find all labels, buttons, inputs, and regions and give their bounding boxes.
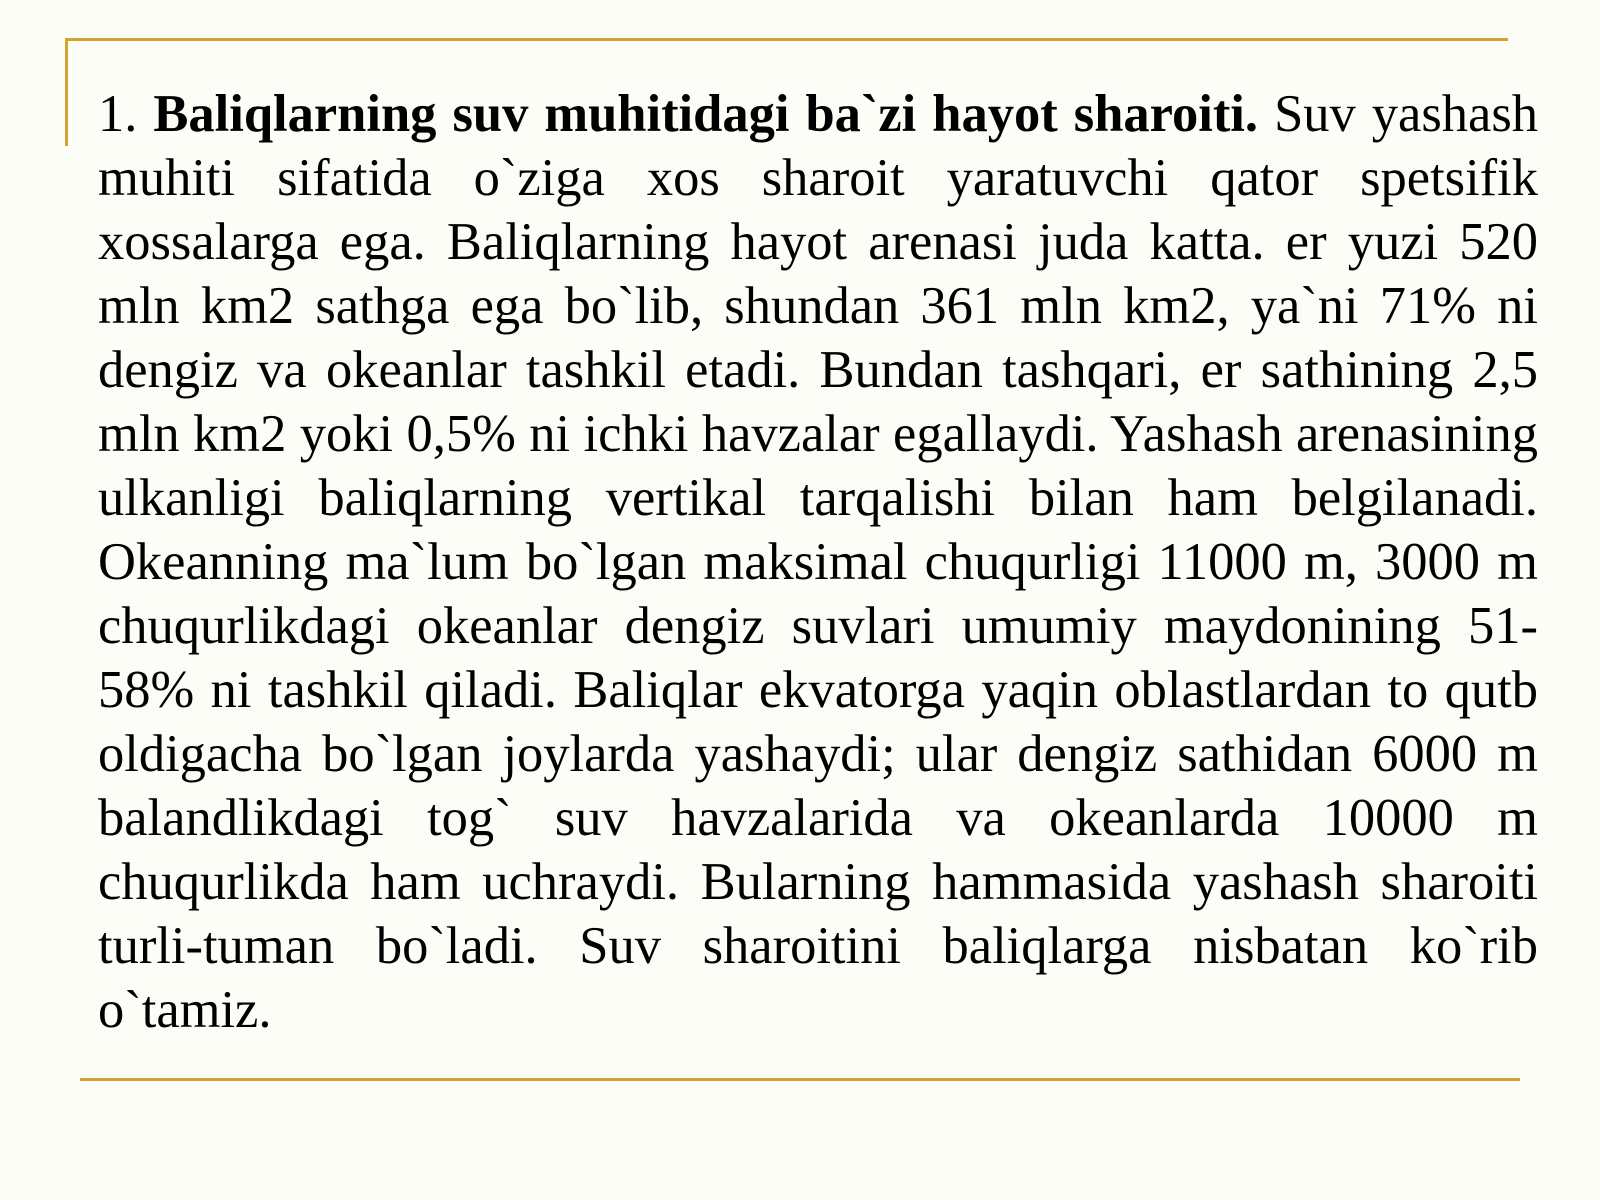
- body-paragraph: [98, 82, 1538, 1042]
- paragraph-number: 1.: [98, 85, 138, 143]
- paragraph-text: Suv yashash muhiti sifatida o`ziga xos sharoit yaratuvchi qator spetsifik xossalarga ega. Baliqlarning hayot arenasi juda katta. er yuzi 520 mln km2 sathga ega bo`lib, shundan 361 mln km2, ya`ni 71% ni dengiz va okeanlar tashkil etadi. Bundan tashqari, er sathining 2,5 mln km2 yoki 0,5% ni ichki havzalar egallaydi. Yashash arenasining ulkanligi baliqlarning vertikal tarqalishi bilan ham belgilanadi. Okeanning ma`lum bo`lgan maksimal chuqurligi 11000 m, 3000 m chuqurlikdagi okeanlar dengiz suvlari umumiy maydonining 51-58% ni tashkil qiladi. Baliqlar ekvatorga yaqin oblastlardan to qutb oldigacha bo`lgan joylarda yashaydi; ular dengiz sathidan 6000 m balandlikdagi tog` suv havzalarida va okeanlarda 10000 m chuqurlikda ham uchraydi. Bularning hammasida yashash sharoiti turli-tuman bo`ladi. Suv sharoitini baliqlarga nisbatan ko`rib o`tamiz.: [98, 85, 1539, 1039]
- bottom-divider: [80, 1078, 1520, 1081]
- top-divider: [66, 38, 1508, 41]
- left-accent-bar: [65, 38, 68, 146]
- paragraph-heading: Baliqlarning suv muhitidagi ba`zi hayot sharoiti.: [153, 85, 1259, 143]
